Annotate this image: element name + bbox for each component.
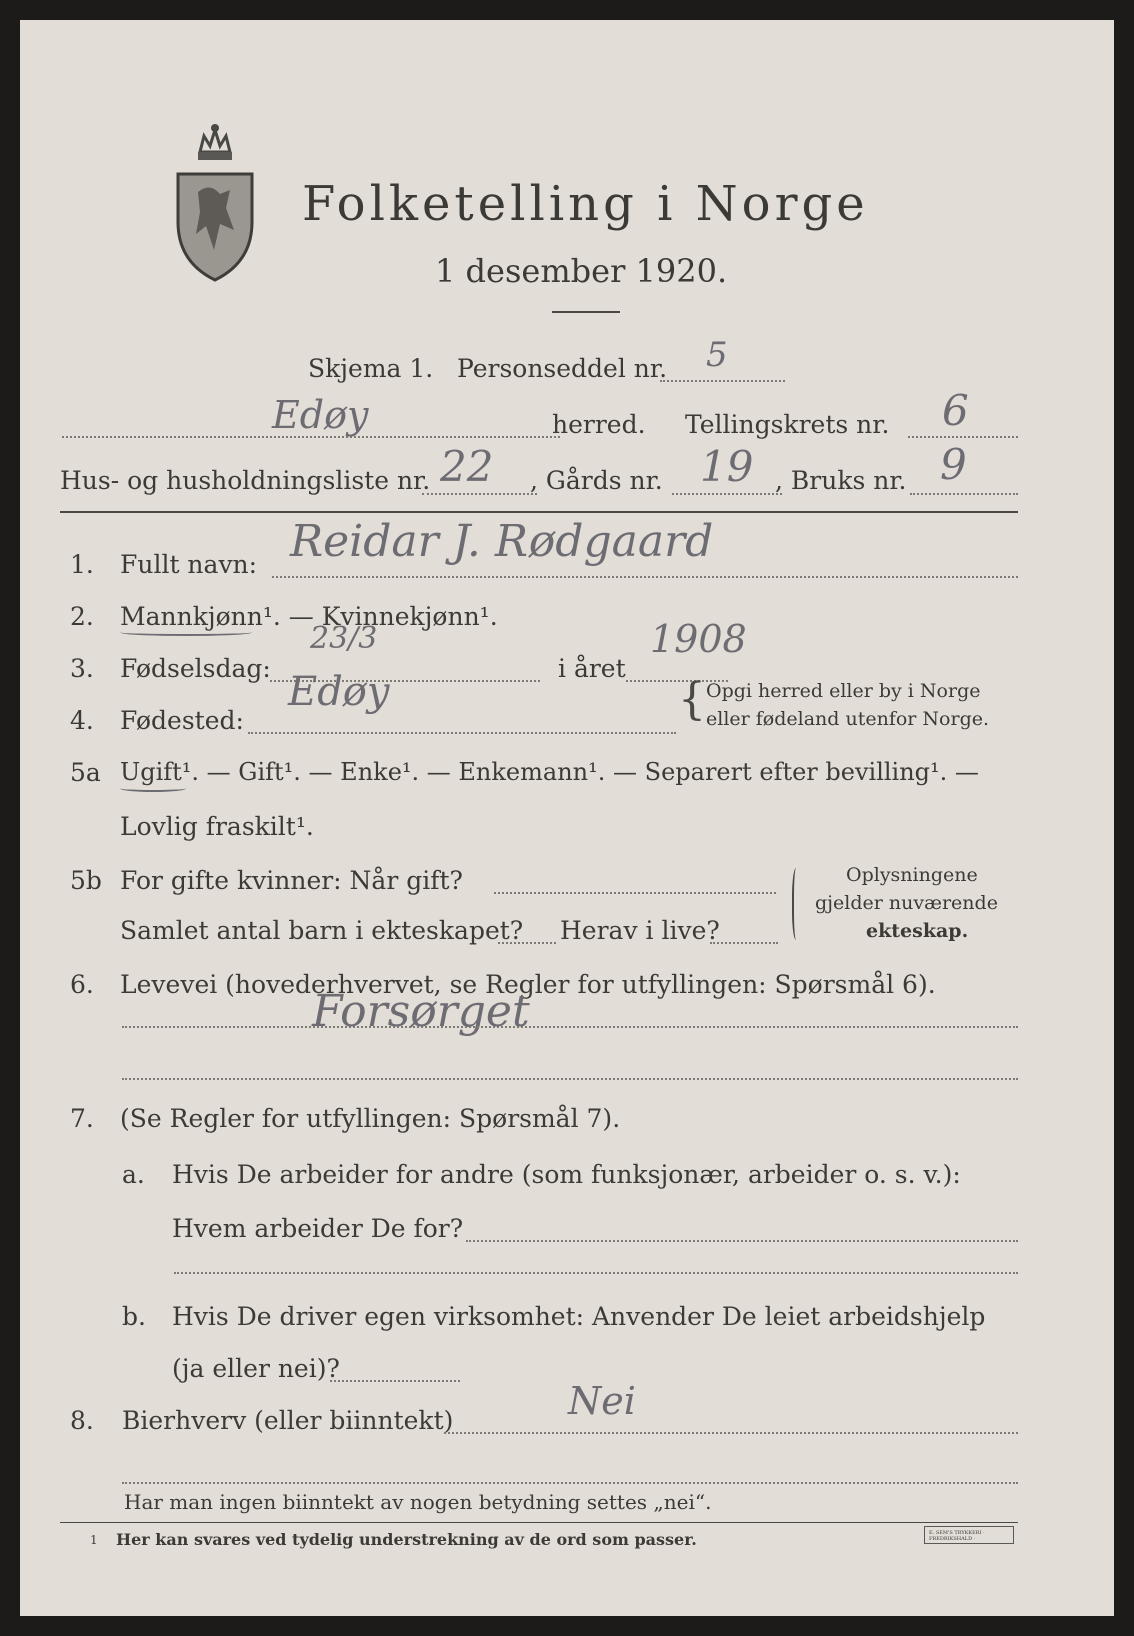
tellingskrets-value: 6 bbox=[942, 386, 969, 435]
q5a-label2: Lovlig fraskilt¹. bbox=[120, 812, 314, 841]
q6-line1 bbox=[122, 1026, 1018, 1028]
census-form bbox=[20, 20, 1114, 1616]
q1-value: Reidar J. Rødgaard bbox=[290, 516, 714, 567]
q7b-line bbox=[330, 1380, 460, 1382]
q5b-line bbox=[494, 892, 776, 894]
q1-line bbox=[272, 576, 1018, 578]
schema-label: Skjema 1. bbox=[308, 354, 434, 383]
q7b-label2: (ja eller nei)? bbox=[172, 1354, 340, 1383]
q7-number: 7. bbox=[70, 1104, 94, 1133]
q6-label: Levevei (hovederhvervet, se Regler for utfyllingen: Spørsmål 6). bbox=[120, 970, 936, 999]
q7a-number: a. bbox=[122, 1160, 145, 1189]
census-date: 1 desember 1920. bbox=[435, 252, 728, 290]
bruks-value: 9 bbox=[940, 440, 967, 489]
q7a-label: Hvis De arbeider for andre (som funksjonær, arbeider o. s. v.): bbox=[172, 1160, 961, 1189]
q3-year-label: i året bbox=[558, 654, 626, 683]
tellingskrets-label: Tellingskrets nr. bbox=[685, 410, 890, 439]
q5b-label3: Herav i live? bbox=[560, 916, 720, 945]
gards-line bbox=[672, 493, 782, 495]
personseddel-label: Personseddel nr. bbox=[457, 354, 668, 383]
q5b-note2: gjelder nuværende bbox=[815, 892, 998, 914]
q1-label: Fullt navn: bbox=[120, 550, 258, 579]
q4-note-brace: { bbox=[678, 674, 706, 725]
q4-note-line1: Opgi herred eller by i Norge bbox=[706, 680, 981, 702]
q4-value: Edøy bbox=[288, 669, 390, 715]
q4-label: Fødested: bbox=[120, 706, 244, 735]
herred-value: Edøy bbox=[272, 393, 369, 437]
q5b-note3: ekteskap. bbox=[866, 920, 969, 942]
q7b-label: Hvis De driver egen virksomhet: Anvender De leiet arbeidshjelp bbox=[172, 1302, 986, 1331]
q5b-live-line bbox=[710, 942, 778, 944]
q2-label: Mannkjønn¹. — Kvinnekjønn¹. bbox=[120, 602, 498, 631]
title-divider bbox=[552, 311, 620, 313]
q6-value: Forsørget bbox=[312, 986, 530, 1037]
q5a-label: Ugift¹. — Gift¹. — Enke¹. — Enkemann¹. — Separert efter bevilling¹. — bbox=[120, 758, 979, 786]
printer-stamp bbox=[924, 1526, 1014, 1544]
q2-number: 2. bbox=[70, 602, 94, 631]
personseddel-line bbox=[660, 380, 785, 382]
q6-line2 bbox=[122, 1078, 1018, 1080]
q3-year-value: 1908 bbox=[650, 617, 747, 661]
q8-line2 bbox=[122, 1482, 1018, 1484]
q5a-underline-mark bbox=[120, 785, 186, 792]
q8-label: Bierhverv (eller biinntekt) bbox=[122, 1406, 454, 1435]
q8-value: Nei bbox=[568, 1379, 636, 1423]
q5b-label: For gifte kvinner: Når gift? bbox=[120, 866, 463, 895]
tellingskrets-line bbox=[908, 436, 1018, 438]
printer-stamp-text: E. SEM'S TRYKKERI · FREDRIKSHALD · bbox=[929, 1530, 985, 1542]
q5a-number: 5a bbox=[70, 758, 101, 787]
q8-number: 8. bbox=[70, 1406, 94, 1435]
q7-label: (Se Regler for utfyllingen: Spørsmål 7). bbox=[120, 1104, 621, 1133]
q4-note-line2: eller fødeland utenfor Norge. bbox=[706, 708, 990, 730]
q5b-barn-line bbox=[498, 942, 556, 944]
q5b-number: 5b bbox=[70, 866, 102, 895]
gards-label: , Gårds nr. bbox=[530, 466, 663, 495]
q8-line bbox=[444, 1432, 1018, 1434]
q2-underline-mark bbox=[120, 629, 252, 636]
q4-number: 4. bbox=[70, 706, 94, 735]
q5b-label2: Samlet antal barn i ekteskapet? bbox=[120, 916, 524, 945]
footnote-number: 1 bbox=[90, 1533, 98, 1547]
q4-line bbox=[248, 732, 676, 734]
personseddel-value: 5 bbox=[706, 335, 728, 375]
q7a-line2 bbox=[174, 1272, 1018, 1274]
q7a-label2: Hvem arbeider De for? bbox=[172, 1214, 464, 1243]
hus-value: 22 bbox=[440, 442, 494, 491]
q5b-note-bracket bbox=[792, 868, 802, 940]
header-separator bbox=[60, 511, 1018, 513]
q3-label: Fødselsdag: bbox=[120, 654, 271, 683]
coat-of-arms-emblem bbox=[170, 122, 260, 284]
herred-label: herred. bbox=[552, 410, 646, 439]
gards-value: 19 bbox=[700, 442, 754, 491]
q1-number: 1. bbox=[70, 550, 94, 579]
q6-number: 6. bbox=[70, 970, 94, 999]
hus-label: Hus- og husholdningsliste nr. bbox=[60, 466, 431, 495]
q3-value: 23/3 bbox=[310, 621, 378, 656]
form-title: Folketelling i Norge bbox=[302, 176, 869, 232]
q7b-number: b. bbox=[122, 1302, 146, 1331]
q3-number: 3. bbox=[70, 654, 94, 683]
q5b-note1: Oplysningene bbox=[846, 864, 978, 886]
footer-note: Har man ingen biinntekt av nogen betydning settes „nei“. bbox=[124, 1490, 712, 1514]
hus-line bbox=[422, 493, 537, 495]
q7a-line1 bbox=[466, 1240, 1018, 1242]
footnote-text: Her kan svares ved tydelig understrekning av de ord som passer. bbox=[116, 1530, 697, 1549]
bruks-label: , Bruks nr. bbox=[775, 466, 907, 495]
bruks-line bbox=[910, 493, 1018, 495]
footer-divider bbox=[60, 1522, 1018, 1523]
